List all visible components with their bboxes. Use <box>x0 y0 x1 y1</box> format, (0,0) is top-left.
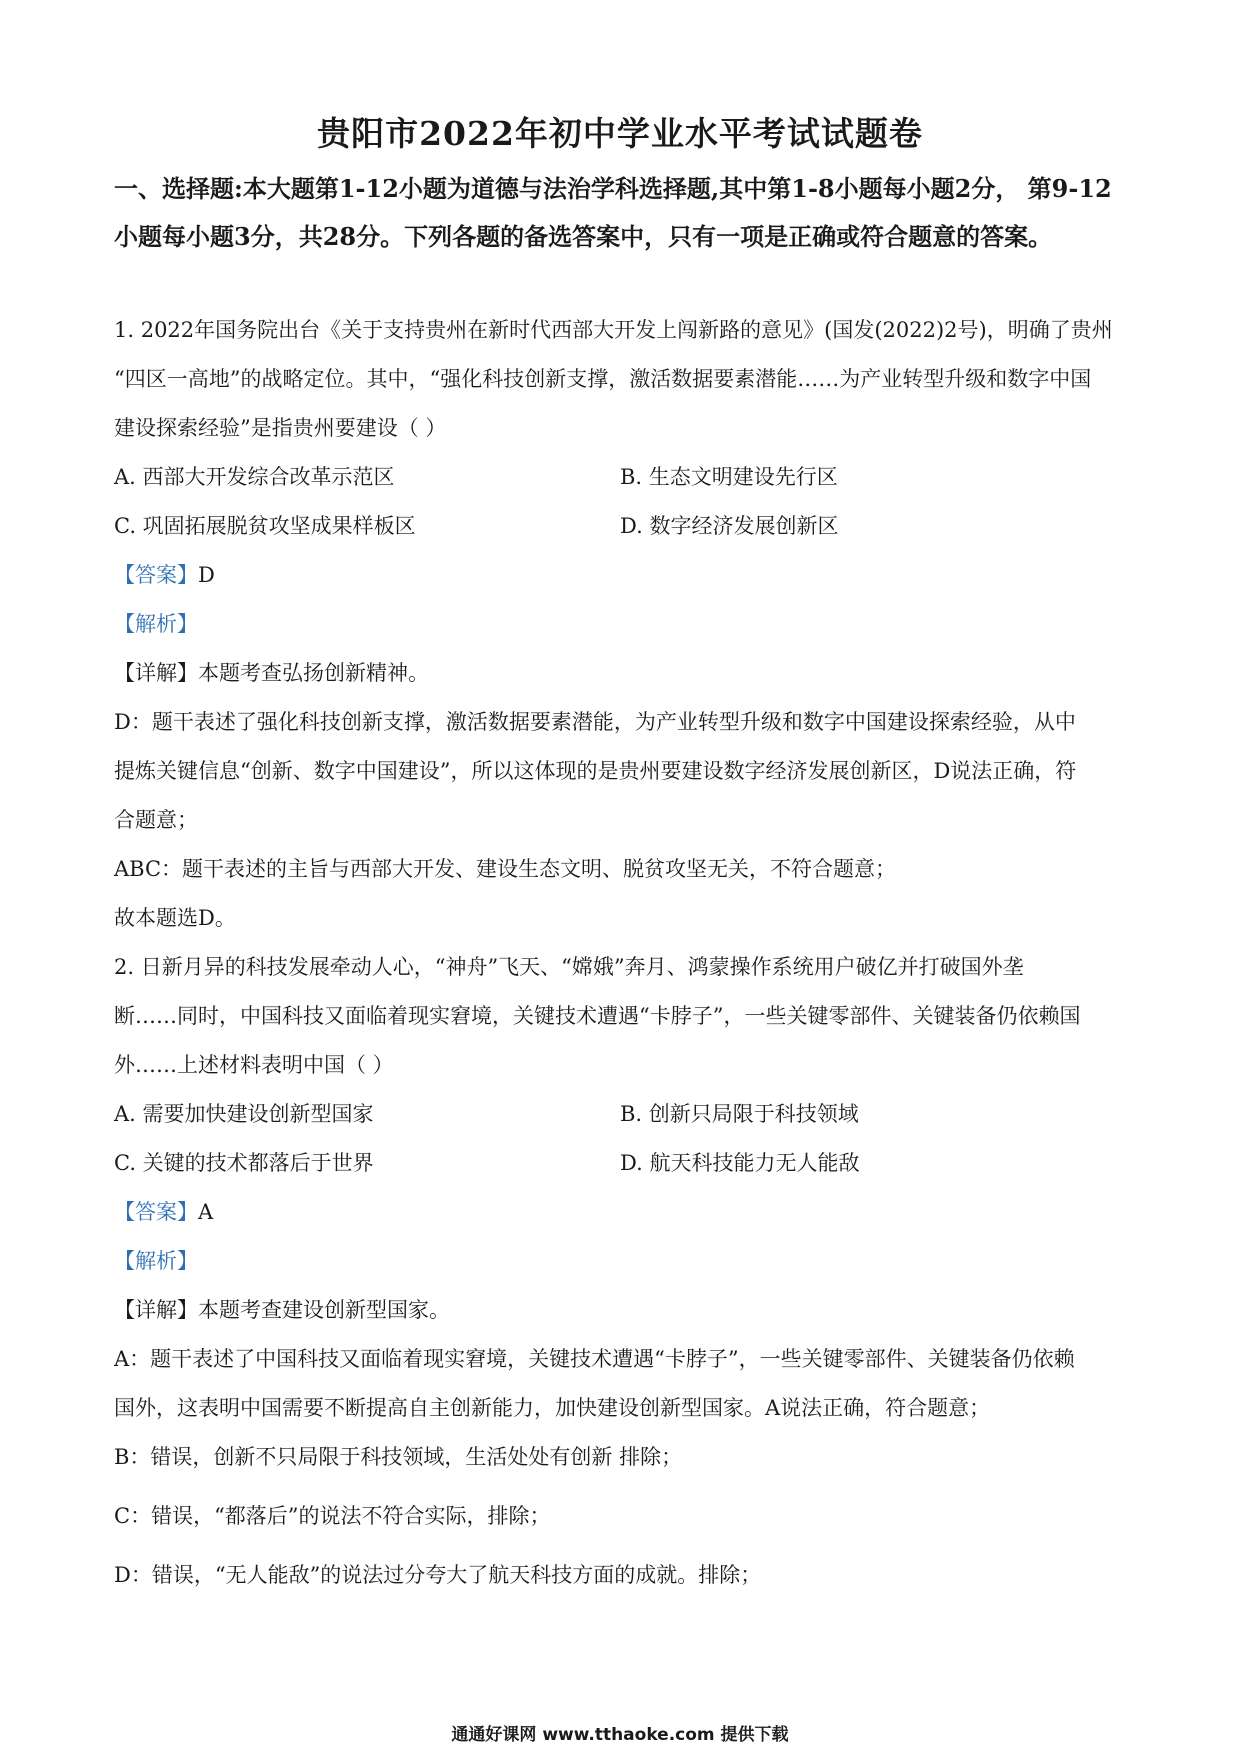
q2-option-b: B. 创新只局限于科技领域 <box>620 1102 859 1126</box>
q1-detail-line-4: 合题意； <box>114 808 198 832</box>
q1-stem-line-1: 1. 2022年国务院出台《关于支持贵州在新时代西部大开发上闯新路的意见》(国发(2022)2号)，明确了贵州 <box>114 318 1113 342</box>
q2-answer-tag: 【答案】 <box>114 1200 198 1224</box>
q1-option-d: D. 数字经济发展创新区 <box>620 514 839 538</box>
q2-answer-value: A <box>198 1200 214 1224</box>
q2-analysis-tag: 【解析】 <box>114 1249 198 1273</box>
q2-detail-line-5: C：错误，“都落后”的说法不符合实际，排除； <box>114 1504 551 1528</box>
q2-detail-line-4: B：错误，创新不只局限于科技领域，生活处处有创新 排除； <box>114 1445 683 1469</box>
q1-answer-tag: 【答案】 <box>114 563 198 587</box>
section-heading: 一、选择题:本大题第1-12小题为道德与法治学科选择题,其中第1-8小题每小题2分， 第9-12小题每小题3分，共28分。下列各题的备选答案中，只有一项是正确或符合题意的答案。 <box>114 174 1112 251</box>
q1-stem-line-2: “四区一高地”的战略定位。其中，“强化科技创新支撑，激活数据要素潜能……为产业转型升级和数字中国 <box>114 367 1092 391</box>
q2-stem-line-1: 2. 日新月异的科技发展牵动人心，“神舟”飞天、“嫦娥”奔月、鸿蒙操作系统用户破亿并打破国外垄 <box>114 955 1024 979</box>
q2-stem-line-2: 断……同时，中国科技又面临着现实窘境，关键技术遭遇“卡脖子”，一些关键零部件、关键装备仍依赖国 <box>114 1004 1081 1028</box>
q1-answer-value: D <box>198 563 215 587</box>
footer-watermark: 通通好课网 www.tthaoke.com 提供下载 <box>451 1725 789 1745</box>
q1-analysis-tag: 【解析】 <box>114 612 198 636</box>
q2-detail-line-3: 国外，这表明中国需要不断提高自主创新能力，加快建设创新型国家。A说法正确，符合题意； <box>114 1396 991 1420</box>
q1-detail-line-6: 故本题选D。 <box>114 906 236 930</box>
q1-detail-line-1: 【详解】本题考查弘扬创新精神。 <box>114 661 429 685</box>
q2-stem-line-3: 外……上述材料表明中国（ ） <box>114 1053 394 1077</box>
q2-option-c: C. 关键的技术都落后于世界 <box>114 1151 374 1175</box>
q2-detail-line-1: 【详解】本题考查建设创新型国家。 <box>114 1298 450 1322</box>
q2-option-a: A. 需要加快建设创新型国家 <box>114 1102 374 1126</box>
q1-detail-line-5: ABC：题干表述的主旨与西部大开发、建设生态文明、脱贫攻坚无关，不符合题意； <box>114 857 897 881</box>
q1-answer <box>114 560 1134 590</box>
q1-stem-line-3: 建设探索经验”是指贵州要建设（ ） <box>114 416 447 440</box>
q2-answer <box>114 1197 1134 1227</box>
q1-detail-line-2: D：题干表述了强化科技创新支撑，激活数据要素潜能，为产业转型升级和数字中国建设探索经验，从中 <box>114 710 1076 734</box>
q2-detail-line-2: A：题干表述了中国科技又面临着现实窘境，关键技术遭遇“卡脖子”，一些关键零部件、关键装备仍依赖 <box>114 1347 1075 1371</box>
q1-option-a: A. 西部大开发综合改革示范区 <box>114 465 395 489</box>
q2-option-d: D. 航天科技能力无人能敌 <box>620 1151 860 1175</box>
page-title: 贵阳市2022年初中学业水平考试试题卷 <box>317 114 923 153</box>
q1-detail-line-3: 提炼关键信息“创新、数字中国建设”，所以这体现的是贵州要建设数字经济发展创新区，D说法正确，符 <box>114 759 1077 783</box>
q2-detail-line-6: D：错误，“无人能敌”的说法过分夸大了航天科技方面的成就。排除； <box>114 1563 762 1587</box>
q1-option-c: C. 巩固拓展脱贫攻坚成果样板区 <box>114 514 416 538</box>
q1-option-b: B. 生态文明建设先行区 <box>620 465 838 489</box>
